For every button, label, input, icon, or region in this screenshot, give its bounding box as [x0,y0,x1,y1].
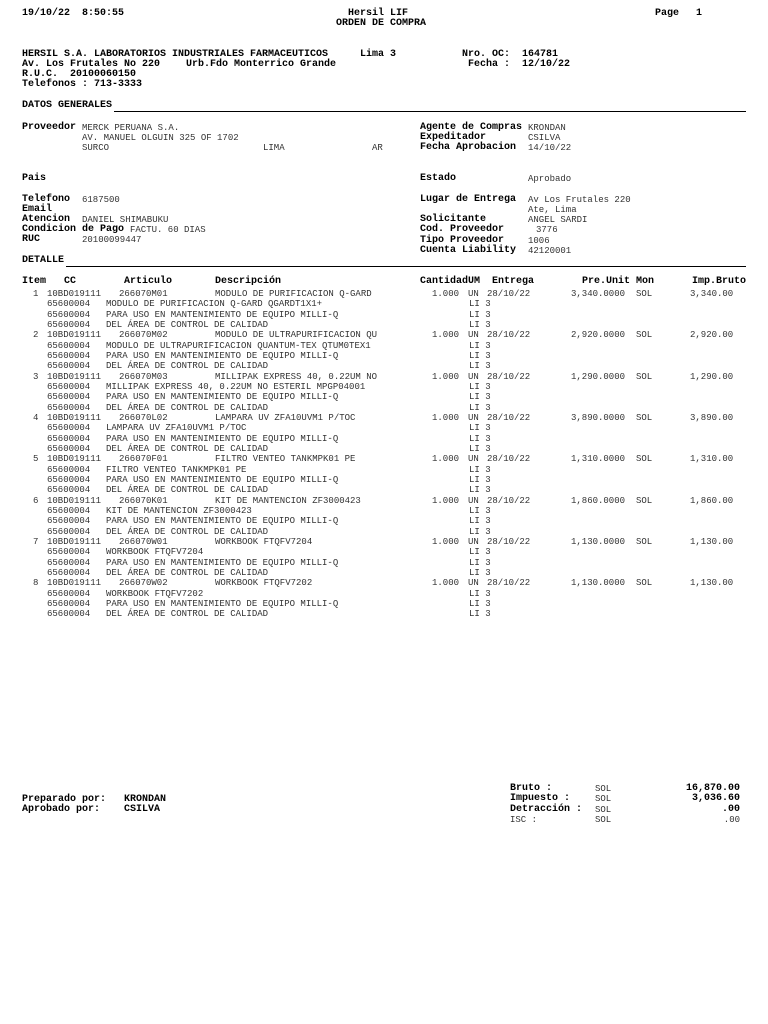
col-header-pre-unit: Pre.Unit [582,276,631,287]
detail-delivery-date: 28/10/22 [487,536,531,547]
detail-note: MILLIPAK EXPRESS 40, 0.22UM NO ESTERIL MPGP04001 [106,381,366,392]
detail-quantity: 1.000 [432,371,460,382]
company-address: Av. Los Frutales No 220 [22,59,161,70]
detail-cost-center: 10BD019111 [47,330,102,341]
table-row [0,454,768,464]
supplier-code-value: 3776 [536,225,558,235]
approved-by-label: Aprobado por: [22,804,101,815]
buyer-label: Agente de Compras [420,122,523,133]
table-row [0,496,768,506]
company-name: HERSIL S.A. LABORATORIOS INDUSTRIALES FARMACEUTICOS [22,49,329,60]
detail-gross-amount: 1,130.00 [690,536,734,547]
delivery-place-label: Lugar de Entrega [420,194,517,205]
detail-line-ref: LI 3 [469,485,491,496]
col-header-cc: CC [64,276,77,287]
detail-line-ref: LI 3 [469,547,491,558]
detail-cost-center: 10BD019111 [47,536,102,547]
page-label: Page [655,8,680,19]
table-row-note [0,516,768,526]
company-phone: Telefonos : 713-3333 [22,79,143,90]
detail-cost-center: 10BD019111 [47,454,102,465]
order-date: 12/10/22 [522,59,571,70]
detail-note: MODULO DE ULTRAPURIFICACION QUANTUM-TEX QTUM0TEX1 [106,340,371,351]
total-currency: SOL [595,784,612,794]
detail-quantity: 1.000 [432,578,460,589]
supplier-type-label: Tipo Proveedor [420,235,505,246]
detail-account: 65600004 [47,505,91,516]
detail-description: MODULO DE PURIFICACION Q-GARD [215,289,372,299]
detail-line-ref: LI 3 [469,299,491,310]
detail-item-number: 2 [33,330,39,341]
detail-gross-amount: 1,290.00 [690,371,734,382]
table-row-note [0,403,768,413]
section-title-general: DATOS GENERALES [22,100,113,111]
total-amount: .00 [721,803,740,815]
total-label: ISC : [510,815,538,826]
detail-delivery-date: 28/10/22 [487,578,531,589]
approved-by-value: CSILVA [124,804,161,815]
detail-description: MILLIPAK EXPRESS 40, 0.22UM NO [215,371,378,382]
detail-gross-amount: 2,920.00 [690,330,734,341]
detail-account: 65600004 [47,361,91,372]
detail-unit: UN [468,289,479,299]
total-currency: SOL [595,794,612,805]
table-row-note [0,599,768,609]
ruc-label: RUC [22,234,41,245]
detail-article-code: 266070F01 [119,454,168,465]
detail-note: FILTRO VENTEO TANKMPK01 PE [106,464,247,475]
supplier-label: Proveedor [22,122,77,133]
print-datetime: 19/10/22 8:50:55 [22,8,125,19]
table-row-note [0,589,768,599]
approval-date-value: 14/10/22 [528,143,572,153]
detail-quantity: 1.000 [432,495,460,506]
order-number-label: Nro. OC: [462,49,511,60]
expeditor-label: Expeditador [420,132,487,143]
detail-account: 65600004 [47,340,91,351]
liability-account-value: 42120001 [528,246,572,256]
table-row [0,289,768,299]
liability-account-label: Cuenta Liability [420,245,517,256]
detail-note: PARA USO EN MANTENIMIENTO DE EQUIPO MILLI-Q [106,309,339,320]
detail-currency: SOL [636,371,653,382]
col-header-cantidad: Cantidad [420,276,469,287]
detail-delivery-date: 28/10/22 [487,371,531,382]
detail-note: PARA USO EN MANTENIMIENTO DE EQUIPO MILLI-Q [106,433,339,444]
detail-account: 65600004 [47,474,91,485]
supplier-code-label: Cod. Proveedor [420,224,505,235]
payment-terms-value: FACTU. 60 DIAS [130,225,206,235]
detail-cost-center: 10BD019111 [47,495,102,506]
phone-value: 6187500 [82,195,120,205]
detail-gross-amount: 1,310.00 [690,454,734,465]
detail-account: 65600004 [47,485,91,496]
detail-note: DEL ÁREA DE CONTROL DE CALIDAD [106,609,269,620]
detail-line-ref: LI 3 [469,309,491,320]
requester-label: Solicitante [420,214,487,225]
delivery-place-line2: Ate, Lima [528,205,577,215]
expeditor-value: CSILVA [528,133,561,143]
detail-note: DEL ÁREA DE CONTROL DE CALIDAD [106,485,269,496]
status-value: Aprobado [528,174,572,184]
total-label: Bruto : [510,783,553,794]
detail-note: PARA USO EN MANTENIMIENTO DE EQUIPO MILLI-Q [106,474,339,485]
detail-article-code: 266070M02 [119,330,168,341]
col-header-articulo: Articulo [124,276,173,287]
col-header-item: Item [22,276,47,287]
detail-line-ref: LI 3 [469,516,491,527]
detail-unit-price: 1,130.0000 [571,578,626,589]
detail-note: DEL ÁREA DE CONTROL DE CALIDAD [106,526,269,537]
ruc-value: 20100099447 [82,235,142,245]
detail-delivery-date: 28/10/22 [487,454,531,465]
detail-currency: SOL [636,330,653,341]
detail-unit-price: 1,860.0000 [571,495,626,506]
detail-cost-center: 10BD019111 [47,371,102,382]
detail-unit: UN [468,371,479,382]
detail-unit-price: 1,310.0000 [571,454,626,465]
table-row-note [0,485,768,495]
detail-account: 65600004 [47,588,91,599]
company-address-district: Urb.Fdo Monterrico Grande [186,59,337,70]
attention-value: DANIEL SHIMABUKU [82,215,169,225]
supplier-address: AV. MANUEL OLGUIN 325 OF 1702 [82,133,239,143]
detail-line-ref: LI 3 [469,423,491,434]
detail-delivery-date: 28/10/22 [487,412,531,423]
detail-gross-amount: 3,890.00 [690,412,734,423]
attention-label: Atencion [22,214,71,225]
detail-line-ref: LI 3 [469,443,491,454]
detail-gross-amount: 3,340.00 [690,289,734,299]
detail-cost-center: 10BD019111 [47,578,102,589]
detail-line-ref: LI 3 [469,464,491,475]
detail-note: PARA USO EN MANTENIMIENTO DE EQUIPO MILLI-Q [106,516,339,527]
table-row-note [0,506,768,516]
detail-currency: SOL [636,454,653,465]
detail-line-ref: LI 3 [469,526,491,537]
email-label: Email [22,204,53,215]
total-amount: .00 [723,815,740,826]
section-rule [66,266,746,267]
detail-currency: SOL [636,578,653,589]
table-row-note [0,527,768,537]
detail-quantity: 1.000 [432,330,460,341]
company-short-name: Hersil LIF [348,8,409,19]
detail-article-code: 266070K01 [119,495,168,506]
detail-currency: SOL [636,412,653,423]
total-label: Impuesto : [510,793,571,805]
detail-account: 65600004 [47,526,91,537]
detail-article-code: 266070W02 [119,578,168,589]
detail-account: 65600004 [47,299,91,310]
detail-unit-price: 1,130.0000 [571,536,626,547]
page-number: 1 [696,8,703,19]
detail-quantity: 1.000 [432,289,460,299]
document-title: ORDEN DE COMPRA [336,18,427,29]
detail-article-code: 266070W01 [119,536,168,547]
order-date-label: Fecha : [468,59,511,70]
detail-gross-amount: 1,860.00 [690,495,734,506]
detail-description: KIT DE MANTENCION ZF3000423 [215,495,361,506]
order-number: 164781 [522,49,559,60]
company-ruc: R.U.C. 20100060150 [22,69,137,80]
detail-account: 65600004 [47,392,91,403]
detail-item-number: 5 [33,454,39,465]
table-row-note [0,609,768,619]
table-row-note [0,299,768,309]
table-row-note [0,361,768,371]
detail-account: 65600004 [47,516,91,527]
detail-account: 65600004 [47,609,91,620]
detail-unit-price: 3,340.0000 [571,289,626,299]
detail-currency: SOL [636,289,653,299]
detail-item-number: 8 [33,578,39,589]
detail-unit-price: 2,920.0000 [571,330,626,341]
table-row-note [0,382,768,392]
detail-line-ref: LI 3 [469,588,491,599]
supplier-state: AR [372,143,383,153]
detail-delivery-date: 28/10/22 [487,495,531,506]
detail-quantity: 1.000 [432,454,460,465]
detail-note: LAMPARA UV ZFA10UVM1 P/TOC [106,423,247,434]
delivery-place-line1: Av Los Frutales 220 [528,195,631,205]
detail-line-ref: LI 3 [469,392,491,403]
detail-item-number: 4 [33,412,39,423]
detail-account: 65600004 [47,350,91,361]
detail-account: 65600004 [47,381,91,392]
table-row-note [0,310,768,320]
detail-unit-price: 3,890.0000 [571,412,626,423]
requester-value: ANGEL SARDI [528,215,588,225]
detail-note: DEL ÁREA DE CONTROL DE CALIDAD [106,361,269,372]
detail-line-ref: LI 3 [469,609,491,620]
table-row-note [0,558,768,568]
section-rule [114,111,746,112]
table-row-note [0,351,768,361]
detail-quantity: 1.000 [432,536,460,547]
detail-account: 65600004 [47,402,91,413]
table-row-note [0,392,768,402]
col-header-descripcion: Descripción [215,276,282,287]
detail-article-code: 266070L02 [119,412,168,423]
table-row-note [0,465,768,475]
table-row-note [0,547,768,557]
detail-note: DEL ÁREA DE CONTROL DE CALIDAD [106,443,269,454]
total-currency: SOL [595,815,612,826]
detail-note: PARA USO EN MANTENIMIENTO DE EQUIPO MILLI-Q [106,557,339,568]
supplier-name: MERCK PERUANA S.A. [82,123,180,133]
detail-note: PARA USO EN MANTENIMIENTO DE EQUIPO MILLI-Q [106,350,339,361]
table-row-note [0,423,768,433]
detail-description: WORKBOOK FTQFV7204 [215,536,313,547]
detail-note: DEL ÁREA DE CONTROL DE CALIDAD [106,319,269,330]
detail-cost-center: 10BD019111 [47,412,102,423]
col-header-mon: Mon [636,276,655,287]
detail-line-ref: LI 3 [469,350,491,361]
detail-article-code: 266070M03 [119,371,168,382]
detail-item-number: 3 [33,371,39,382]
detail-cost-center: 10BD019111 [47,289,102,299]
detail-unit: UN [468,495,479,506]
detail-account: 65600004 [47,547,91,558]
buyer-value: KRONDAN [528,123,566,133]
detail-note: WORKBOOK FTQFV7204 [106,547,204,558]
detail-account: 65600004 [47,423,91,434]
detail-line-ref: LI 3 [469,505,491,516]
detail-description: MODULO DE ULTRAPURIFICACION QU [215,330,378,341]
detail-account: 65600004 [47,598,91,609]
detail-line-ref: LI 3 [469,402,491,413]
detail-item-number: 6 [33,495,39,506]
status-label: Estado [420,173,457,184]
table-row-note [0,568,768,578]
table-row-note [0,444,768,454]
detail-currency: SOL [636,536,653,547]
detail-gross-amount: 1,130.00 [690,578,734,589]
detail-unit: UN [468,330,479,341]
total-amount: 3,036.60 [691,793,740,805]
detail-unit-price: 1,290.0000 [571,371,626,382]
total-amount: 16,870.00 [685,783,740,794]
detail-description: WORKBOOK FTQFV7202 [215,578,313,589]
detail-article-code: 266070M01 [119,289,168,299]
detail-description: FILTRO VENTEO TANKMPK01 PE [215,454,356,465]
detail-account: 65600004 [47,433,91,444]
detail-line-ref: LI 3 [469,381,491,392]
total-currency: SOL [595,804,612,815]
table-row [0,578,768,588]
supplier-district: SURCO [82,143,110,153]
detail-quantity: 1.000 [432,412,460,423]
detail-note: KIT DE MANTENCION ZF3000423 [106,505,252,516]
detail-account: 65600004 [47,557,91,568]
detail-note: DEL ÁREA DE CONTROL DE CALIDAD [106,567,269,578]
detail-line-ref: LI 3 [469,433,491,444]
detail-note: PARA USO EN MANTENIMIENTO DE EQUIPO MILLI-Q [106,598,339,609]
detail-item-number: 1 [33,289,39,299]
country-label: Pais [22,173,47,184]
detail-currency: SOL [636,495,653,506]
detail-account: 65600004 [47,567,91,578]
supplier-type-value: 1006 [528,236,550,246]
table-row-note [0,320,768,330]
company-city: Lima 3 [360,49,397,60]
table-row [0,537,768,547]
table-row [0,372,768,382]
col-header-imp-bruto: Imp.Bruto [692,276,747,287]
detail-delivery-date: 28/10/22 [487,330,531,341]
detail-account: 65600004 [47,319,91,330]
table-row [0,413,768,423]
table-row-note [0,434,768,444]
prepared-by-label: Preparado por: [22,794,107,805]
table-row [0,330,768,340]
detail-delivery-date: 28/10/22 [487,289,531,299]
detail-line-ref: LI 3 [469,557,491,568]
table-row-note [0,475,768,485]
detail-line-ref: LI 3 [469,340,491,351]
total-label: Detracción : [510,803,583,815]
detail-note: WORKBOOK FTQFV7202 [106,588,204,599]
approval-date-label: Fecha Aprobacion [420,142,517,153]
phone-label: Telefono [22,194,71,205]
detail-line-ref: LI 3 [469,474,491,485]
col-header-entrega: Entrega [492,276,535,287]
table-row-note [0,341,768,351]
detail-line-ref: LI 3 [469,567,491,578]
detail-note: MODULO DE PURIFICACION Q-GARD QGARDT1X1+ [106,299,323,310]
detail-account: 65600004 [47,443,91,454]
payment-terms-label: Condicion de Pago [22,224,125,235]
detail-account: 65600004 [47,464,91,475]
detail-description: LAMPARA UV ZFA10UVM1 P/TOC [215,412,356,423]
detail-item-number: 7 [33,536,39,547]
col-header-um: UM [468,276,481,287]
detail-unit: UN [468,454,479,465]
detail-line-ref: LI 3 [469,598,491,609]
detail-unit: UN [468,412,479,423]
detail-unit: UN [468,578,479,589]
section-title-detail: DETALLE [22,255,65,266]
detail-line-ref: LI 3 [469,361,491,372]
detail-unit: UN [468,536,479,547]
detail-note: PARA USO EN MANTENIMIENTO DE EQUIPO MILLI-Q [106,392,339,403]
detail-line-ref: LI 3 [469,319,491,330]
prepared-by-value: KRONDAN [124,794,167,805]
detail-note: DEL ÁREA DE CONTROL DE CALIDAD [106,402,269,413]
detail-account: 65600004 [47,309,91,320]
supplier-city: LIMA [263,143,285,153]
